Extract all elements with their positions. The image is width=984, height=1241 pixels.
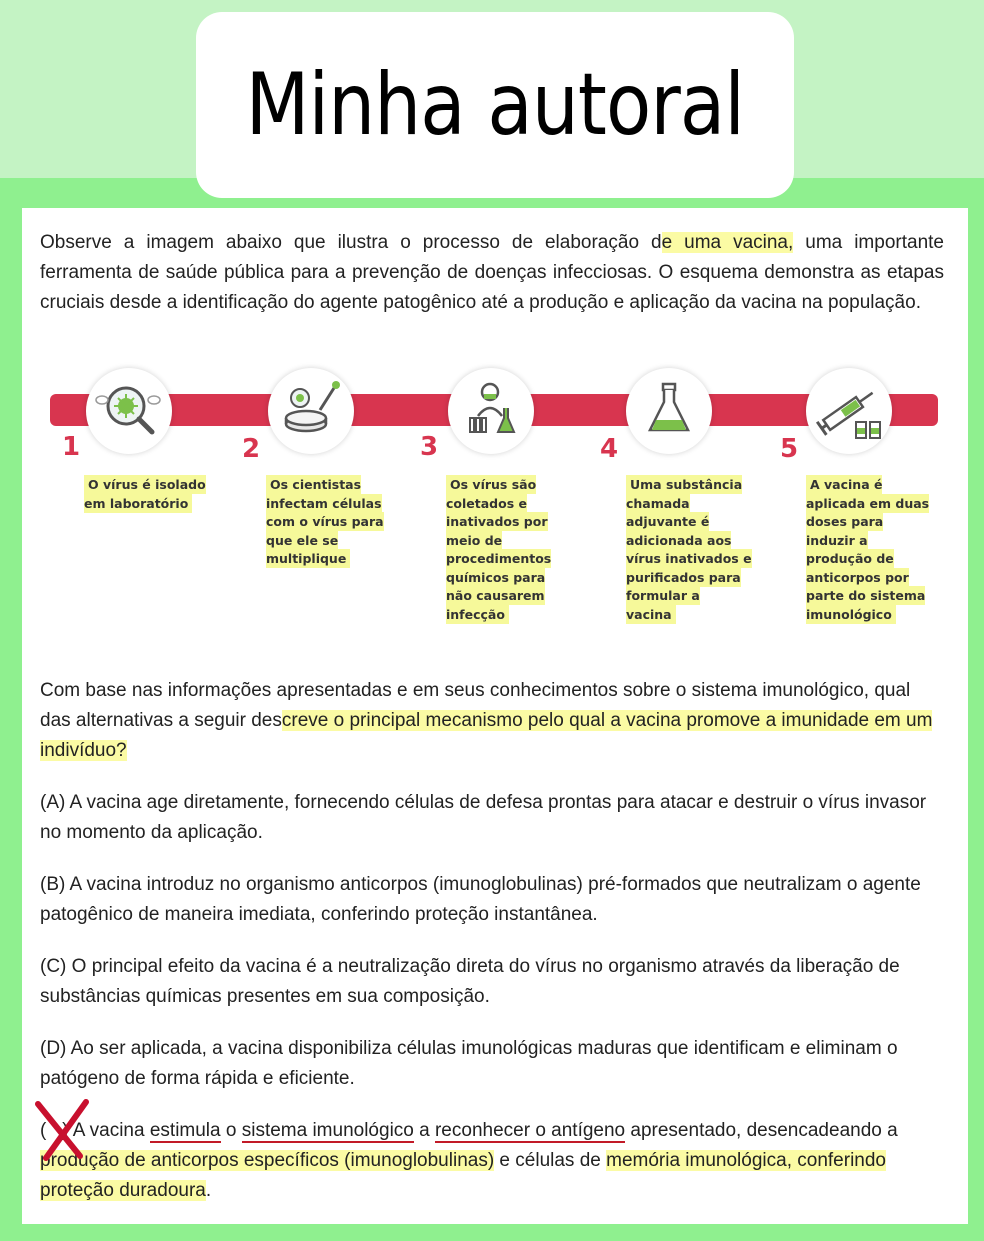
step-2-text: Os cientistas infectam células com o vírus para que ele se multiplique — [266, 477, 384, 566]
option-c[interactable]: (C) O principal efeito da vacina é a neutralização direta do vírus no organismo através da liberação de substâncias químicas presentes em sua composição. — [40, 956, 900, 1007]
question-highlight: creve o principal mecanismo pelo qual a vacina promove a imunidade em um indivíduo? — [40, 710, 933, 761]
petri-dish-icon — [276, 376, 346, 446]
step-2-number: 2 — [242, 434, 261, 464]
step-5-circle — [806, 368, 892, 454]
intro-text-1: Observe a imagem abaixo que ilustra o processo de elaboração d — [40, 232, 662, 253]
step-3-circle — [448, 368, 534, 454]
step-4-text: Uma substância chamada adjuvante é adicionada aos vírus inativados e purificados para formular a vacina — [626, 477, 752, 622]
step-5-number: 5 — [780, 434, 799, 464]
step-1-circle — [86, 368, 172, 454]
syringe-icon — [812, 376, 886, 446]
step-4-circle — [626, 368, 712, 454]
option-d[interactable]: (D) Ao ser aplicada, a vacina disponibiliza células imunológicas maduras que identificam e eliminam o patógeno de forma rápida e eficiente. — [40, 1038, 898, 1089]
step-4-number: 4 — [600, 434, 619, 464]
option-e[interactable]: ( ) A vacina estimula o sistema imunológico a reconhecer o antígeno apresentado, desencadeando a produção de anticorpos específicos (imunoglobulinas) e células de memória imunológica, conferindo proteção duradoura. — [40, 1120, 898, 1201]
step-1-text: O vírus é isolado em laboratório — [84, 477, 206, 511]
step-1-number: 1 — [62, 432, 81, 462]
magnifier-virus-icon — [94, 376, 164, 446]
intro-highlight: e uma vacina, — [661, 232, 794, 253]
option-a[interactable]: (A) A vacina age diretamente, fornecendo células de defesa prontas para atacar e destruir o vírus invasor no momento da aplicação. — [40, 792, 927, 843]
intro-text-2: uma importante ferramenta de saúde pública para a prevenção de doenças infecciosas. O esquema demonstra as etapas cruciais desde a identificação do agente patogênico até a produção e aplicação da vacina na população. — [40, 232, 944, 313]
page-title: Minha autoral — [245, 55, 745, 155]
title-card — [196, 12, 794, 198]
scientist-icon — [456, 376, 526, 446]
step-3-text: Os vírus são coletados e inativados por meio de procedimentos químicos para não causarem infecção — [446, 477, 552, 622]
step-3-number: 3 — [420, 432, 439, 462]
question-text-1: Com base nas informações apresentadas e em seus conhecimentos sobre o sistema imunológico, qual das alternativas a seguir des — [40, 680, 911, 731]
flask-icon — [634, 376, 704, 446]
intro-paragraph — [40, 228, 944, 318]
question-sheet — [22, 208, 968, 1224]
step-5-text: A vacina é aplicada em duas doses para induzir a produção de anticorpos por parte do sistema imunológico — [806, 477, 930, 622]
red-x-mark-icon — [32, 1098, 92, 1162]
question-text — [40, 676, 944, 766]
option-b[interactable]: (B) A vacina introduz no organismo anticorpos (imunoglobulinas) pré-formados que neutralizam o agente patogênico de maneira imediata, conferindo proteção instantânea. — [40, 874, 921, 925]
step-2-circle — [268, 368, 354, 454]
